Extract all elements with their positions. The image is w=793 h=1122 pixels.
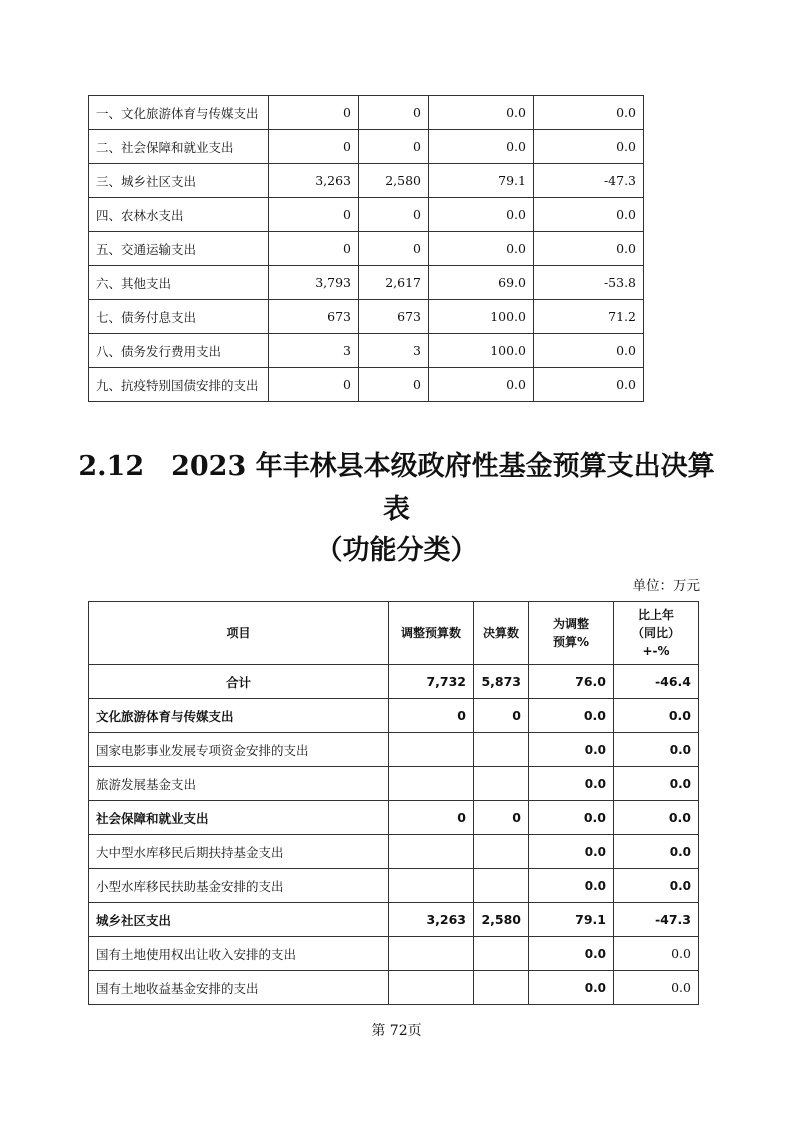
row-name: 国有土地使用权出让收入安排的支出 [89,937,389,971]
cell: 3,793 [269,266,359,300]
table-row [89,266,644,300]
cell: 0 [269,198,359,232]
cell: 0 [359,198,429,232]
cell [474,835,529,869]
cell: 0 [474,801,529,835]
cell [474,869,529,903]
table-row [89,767,699,801]
cell: -47.3 [534,164,644,198]
row-name: 合计 [89,665,389,699]
row-name: 六、其他支出 [89,266,269,300]
cell: 0.0 [429,198,534,232]
cell: 2,580 [474,903,529,937]
cell: 0 [474,699,529,733]
header-yoy-line: 比上年 [637,608,674,622]
cell: 0.0 [534,232,644,266]
cell [474,767,529,801]
table-row [89,232,644,266]
table-row [89,130,644,164]
cell: -46.4 [614,665,699,699]
section-title: 2.12 2023 年丰林县本级政府性基金预算支出决算 [78,451,715,482]
cell: 2,617 [359,266,429,300]
cell: 5,873 [474,665,529,699]
header-yoy-line: （同比） [631,626,680,640]
cell: 0.0 [529,937,614,971]
row-name: 文化旅游体育与传媒支出 [89,699,389,733]
cell: 0.0 [429,368,534,402]
cell: 0.0 [534,368,644,402]
cell: 0.0 [534,130,644,164]
header-pct [529,602,614,665]
row-name: 国有土地收益基金安排的支出 [89,971,389,1005]
row-name: 国家电影事业发展专项资金安排的支出 [89,733,389,767]
cell: 76.0 [529,665,614,699]
cell [389,971,474,1005]
cell: 3 [269,334,359,368]
header-yoy-line: +-% [642,644,670,658]
row-name: 四、农林水支出 [89,198,269,232]
cell [389,869,474,903]
row-name: 三、城乡社区支出 [89,164,269,198]
row-name: 二、社会保障和就业支出 [89,130,269,164]
cell: 0 [269,232,359,266]
cell: 0.0 [529,733,614,767]
cell: 0 [389,699,474,733]
table-row [89,971,699,1005]
table-row [89,733,699,767]
total-row [89,665,699,699]
cell [474,733,529,767]
table-row [89,300,644,334]
cell: 0.0 [529,767,614,801]
cell: 0.0 [614,835,699,869]
cell: 0.0 [429,232,534,266]
cell: 673 [269,300,359,334]
table-row [89,937,699,971]
table-row [89,903,699,937]
cell: 0.0 [534,334,644,368]
row-name: 八、债务发行费用支出 [89,334,269,368]
row-name: 旅游发展基金支出 [89,767,389,801]
table-row [89,164,644,198]
cell: 0.0 [534,198,644,232]
cell [474,971,529,1005]
table-row [89,368,644,402]
cell [389,937,474,971]
table-header [89,602,699,665]
cell: 0 [269,96,359,130]
cell: 0 [359,96,429,130]
main-table [88,601,699,1005]
cell: 0.0 [614,869,699,903]
row-name: 大中型水库移民后期扶持基金支出 [89,835,389,869]
row-name: 五、交通运输支出 [89,232,269,266]
row-name: 小型水库移民扶助基金安排的支出 [89,869,389,903]
section-title-continued: 表 [383,494,410,525]
header-yoy [614,602,699,665]
cell: 0.0 [529,971,614,1005]
row-name: 社会保障和就业支出 [89,801,389,835]
cell: 0 [359,130,429,164]
header-pct-line: 预算% [552,635,590,649]
cell: 0 [269,130,359,164]
cell: 2,580 [359,164,429,198]
cell [389,733,474,767]
cell: 3,263 [269,164,359,198]
cell: 0.0 [534,96,644,130]
top-table [88,95,644,402]
cell: 0.0 [614,937,699,971]
table-row [89,699,699,733]
cell: 0.0 [529,869,614,903]
cell [474,937,529,971]
cell: 0 [269,368,359,402]
cell [389,835,474,869]
row-name: 城乡社区支出 [89,903,389,937]
table-row [89,334,644,368]
cell: -53.8 [534,266,644,300]
cell: 3 [359,334,429,368]
cell: 79.1 [529,903,614,937]
cell: 0.0 [614,767,699,801]
cell: 0.0 [614,801,699,835]
cell: 673 [359,300,429,334]
cell: 79.1 [429,164,534,198]
row-name: 七、债务付息支出 [89,300,269,334]
table-row [89,198,644,232]
header-final: 决算数 [474,602,529,665]
cell: 71.2 [534,300,644,334]
cell: 0.0 [529,801,614,835]
cell: 0.0 [614,733,699,767]
cell: 0.0 [429,96,534,130]
cell: 3,263 [389,903,474,937]
cell: -47.3 [614,903,699,937]
header-item: 项目 [89,602,389,665]
cell: 100.0 [429,300,534,334]
cell: 0.0 [529,699,614,733]
cell: 100.0 [429,334,534,368]
cell [389,767,474,801]
cell: 0 [359,368,429,402]
table-row [89,835,699,869]
cell: 0 [389,801,474,835]
cell: 69.0 [429,266,534,300]
page-number: 第 72页 [371,1023,422,1039]
cell: 0 [359,232,429,266]
section-subtitle: （功能分类） [315,535,478,566]
table-row [89,869,699,903]
row-name: 九、抗疫特别国债安排的支出 [89,368,269,402]
cell: 0.0 [614,971,699,1005]
table-row [89,96,644,130]
cell: 0.0 [529,835,614,869]
header-budget: 调整预算数 [389,602,474,665]
cell: 0.0 [429,130,534,164]
header-pct-line: 为调整 [552,617,589,631]
table-row [89,801,699,835]
row-name: 一、文化旅游体育与传媒支出 [89,96,269,130]
cell: 0.0 [614,699,699,733]
unit-label: 单位：万元 [632,578,700,594]
cell: 7,732 [389,665,474,699]
